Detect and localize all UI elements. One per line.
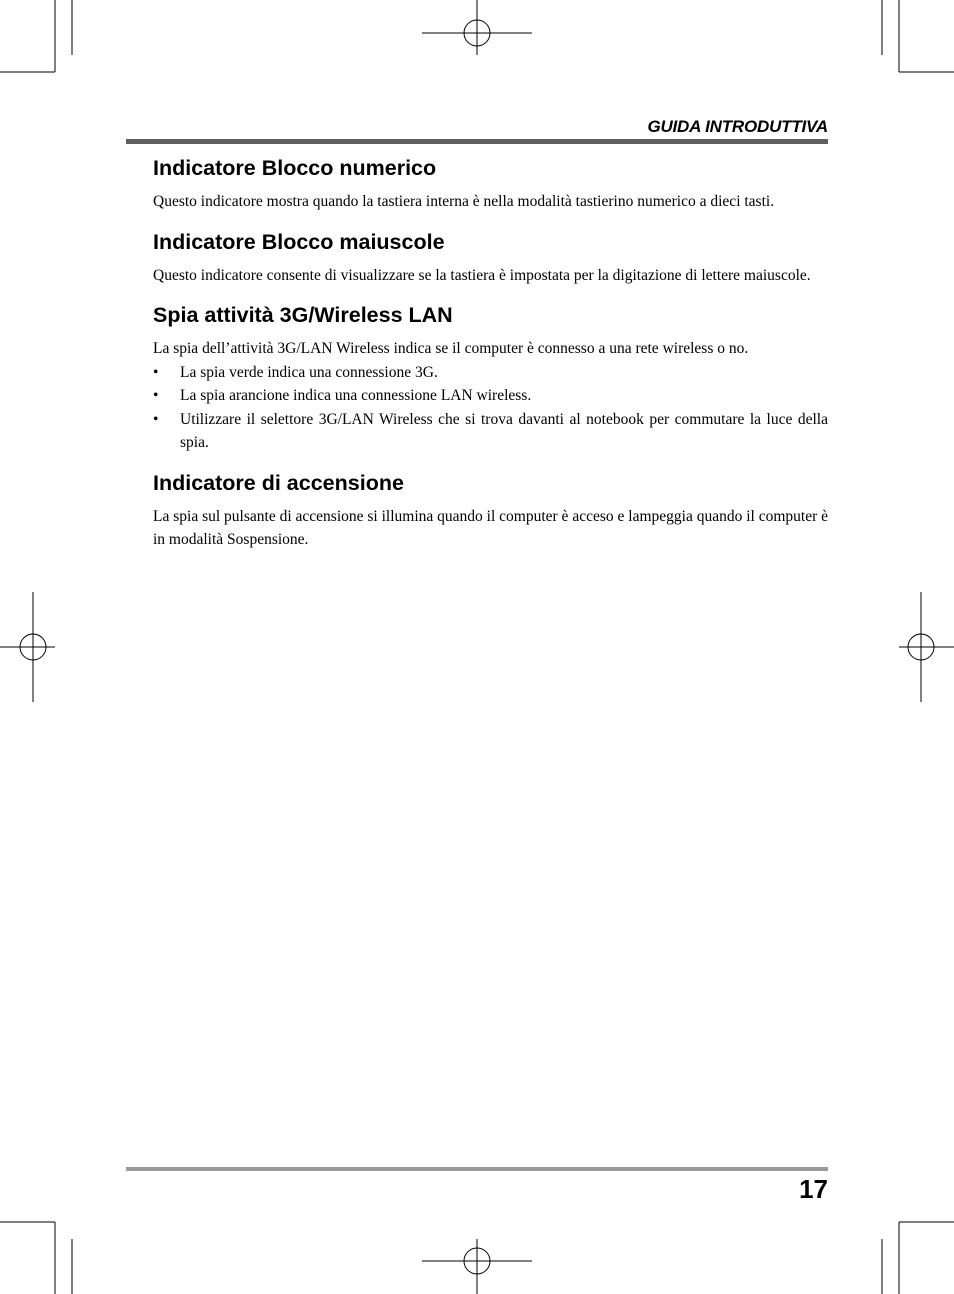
list-item-text: Utilizzare il selettore 3G/LAN Wireless che si trova davanti al notebook per commutare la luce della spia.	[180, 410, 828, 451]
section-paragraph: La spia dell’attività 3G/LAN Wireless indica se il computer è connesso a una rete wireless o no.	[153, 340, 749, 357]
section-paragraph: Questo indicatore mostra quando la tastiera interna è nella modalità tastierino numerico a dieci tasti.	[153, 193, 775, 210]
section-paragraph: La spia sul pulsante di accensione si illumina quando il computer è acceso e lampeggia quando il computer è in modalità Sospensione.	[153, 507, 828, 548]
footer-rule	[126, 1167, 828, 1171]
section-heading: Indicatore Blocco numerico	[153, 156, 437, 180]
running-header: GUIDA INTRODUTTIVA	[647, 117, 828, 136]
list-item	[153, 384, 828, 408]
section-heading: Indicatore Blocco maiuscole	[153, 229, 445, 254]
bullet-marker: •	[153, 410, 159, 428]
bullet-marker: •	[153, 387, 159, 404]
section-num-lock	[153, 154, 828, 214]
header-rule	[126, 139, 828, 144]
section-paragraph: Questo indicatore consente di visualizzare se la tastiera è impostata per la digitazione di lettere maiuscole.	[153, 266, 811, 284]
list-item	[153, 408, 828, 455]
bullet-marker: •	[153, 363, 159, 381]
list-item	[153, 361, 828, 385]
section-heading: Spia attività 3G/Wireless LAN	[153, 303, 453, 327]
list-item-text: La spia arancione indica una connessione LAN wireless.	[180, 387, 532, 404]
list-item-text: La spia verde indica una connessione 3G.	[180, 363, 438, 381]
page-number: 17	[799, 1174, 828, 1204]
page-content	[153, 154, 828, 566]
section-power	[153, 469, 828, 552]
section-wireless	[153, 301, 828, 455]
section-caps-lock	[153, 228, 828, 288]
section-heading: Indicatore di accensione	[153, 470, 404, 495]
bullet-list	[153, 361, 828, 455]
